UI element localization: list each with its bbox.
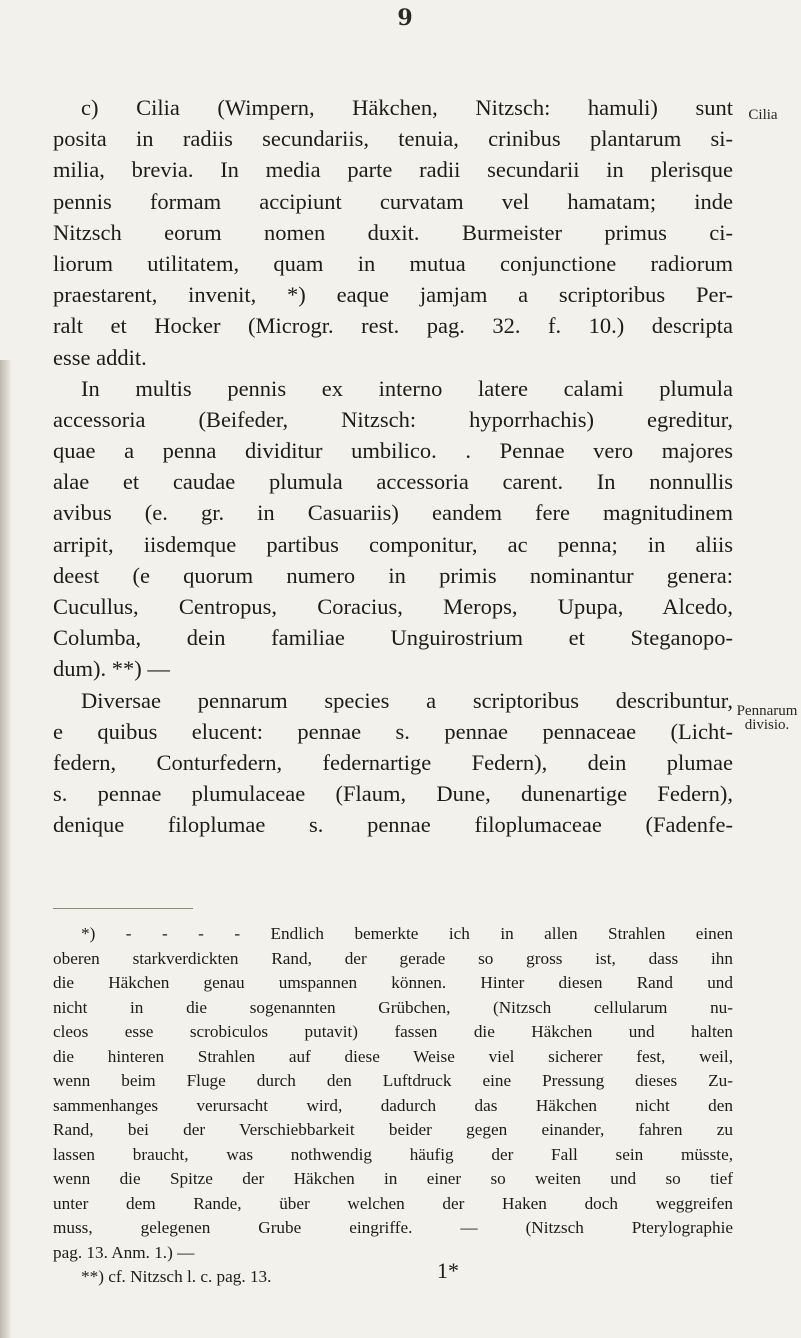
body-line: Diversae pennarum species a scriptoribus describuntur, — [81, 687, 733, 713]
footnote-line: **) cf. Nitzsch l. c. pag. 13. — [81, 1267, 272, 1286]
footnote-line: *) - - - - Endlich bemerkte ich in allen Strahlen einen — [81, 924, 733, 943]
binding-shadow — [0, 360, 12, 1338]
footnote-line: oberen starkverdickten Rand, der gerade so gross ist, dass ihn — [53, 948, 733, 968]
body-line: arripit, iisdemque partibus componitur, ac penna; in aliis — [53, 531, 733, 557]
footnote-line: pag. 13. Anm. 1.) — — [53, 1242, 195, 1262]
body-line: quae a penna dividitur umbilico. . Pennae vero majores — [53, 438, 733, 464]
margin-note-cilia: Cilia — [748, 107, 778, 123]
page-number: 9 — [397, 5, 413, 31]
footnote-line: wenn beim Fluge durch den Luftdruck eine Pressung dieses Zu- — [53, 1071, 733, 1090]
body-line: dum). **) — — [53, 656, 170, 682]
footnotes — [53, 922, 733, 1290]
body-text — [53, 92, 733, 841]
body-line: pennis formam accipiunt curvatam vel hamatam; inde — [53, 188, 733, 214]
footnote-line: muss, gelegenen Grube eingriffe. — (Nitzsch Pterylographie — [53, 1218, 733, 1237]
footnote-line: lassen braucht, was nothwendig häufig der Fall sein müsste, — [53, 1144, 733, 1164]
body-line: accessoria (Beifeder, Nitzsch: hyporrhachis) egreditur, — [53, 406, 733, 432]
body-line: federn, Conturfedern, federnartige Federn), dein plumae — [53, 749, 733, 775]
body-line: posita in radiis secundariis, tenuia, crinibus plantarum si- — [53, 126, 733, 152]
body-line: e quibus elucent: pennae s. pennae pennaceae (Licht- — [53, 718, 733, 744]
body-line: s. pennae plumulaceae (Flaum, Dune, dunenartige Federn), — [53, 781, 733, 807]
body-line: milia, brevia. In media parte radii secundarii in plerisque — [53, 157, 733, 183]
body-line: In multis pennis ex interno latere calami plumula — [81, 375, 733, 401]
footnote-line: wenn die Spitze der Häkchen in einer so weiten und so tief — [53, 1169, 733, 1188]
body-line: avibus (e. gr. in Casuariis) eandem fere magnitudinem — [53, 500, 733, 526]
body-line: ralt et Hocker (Microgr. rest. pag. 32. f. 10.) descripta — [53, 313, 733, 339]
body-line: esse addit. — [53, 344, 147, 370]
body-line: Cucullus, Centropus, Coracius, Merops, Upupa, Alcedo, — [53, 594, 733, 619]
signature-mark: 1* — [437, 1258, 459, 1283]
body-line: liorum utilitatem, quam in mutua conjunctione radiorum — [53, 250, 733, 276]
body-line: Columba, dein familiae Unguirostrium et Steganopo- — [53, 625, 733, 651]
margin-note-pennarum-divisio: Pennarum divisio. — [736, 703, 798, 733]
footnote-line: die Häkchen genau umspannen können. Hinter diesen Rand und — [53, 973, 733, 992]
footnote-line: Rand, bei der Verschiebbarkeit beider gegen einander, fahren zu — [53, 1120, 733, 1139]
footnote-line: nicht in die sogenannten Grübchen, (Nitzsch cellularum nu- — [53, 997, 733, 1017]
body-line: deest (e quorum numero in primis nominantur genera: — [53, 562, 733, 588]
body-line: Nitzsch eorum nomen duxit. Burmeister primus ci- — [53, 219, 733, 245]
body-line: praestarent, invenit, *) eaque jamjam a scriptoribus Per- — [53, 282, 733, 308]
footnote-line: die hinteren Strahlen auf diese Weise viel sicherer fest, weil, — [53, 1046, 733, 1066]
footnote-line: cleos esse scrobiculos putavit) fassen die Häkchen und halten — [53, 1022, 733, 1041]
footnote-line: unter dem Rande, über welchen der Haken doch weggreifen — [53, 1193, 733, 1213]
body-line: c) Cilia (Wimpern, Häkchen, Nitzsch: hamuli) sunt — [81, 95, 733, 120]
footnote-rule — [53, 908, 193, 909]
body-line: denique filoplumae s. pennae filoplumaceae (Fadenfe- — [53, 812, 733, 838]
body-line: alae et caudae plumula accessoria carent. In nonnullis — [53, 469, 733, 495]
footnote-line: sammenhanges verursacht wird, dadurch das Häkchen nicht den — [53, 1095, 733, 1115]
